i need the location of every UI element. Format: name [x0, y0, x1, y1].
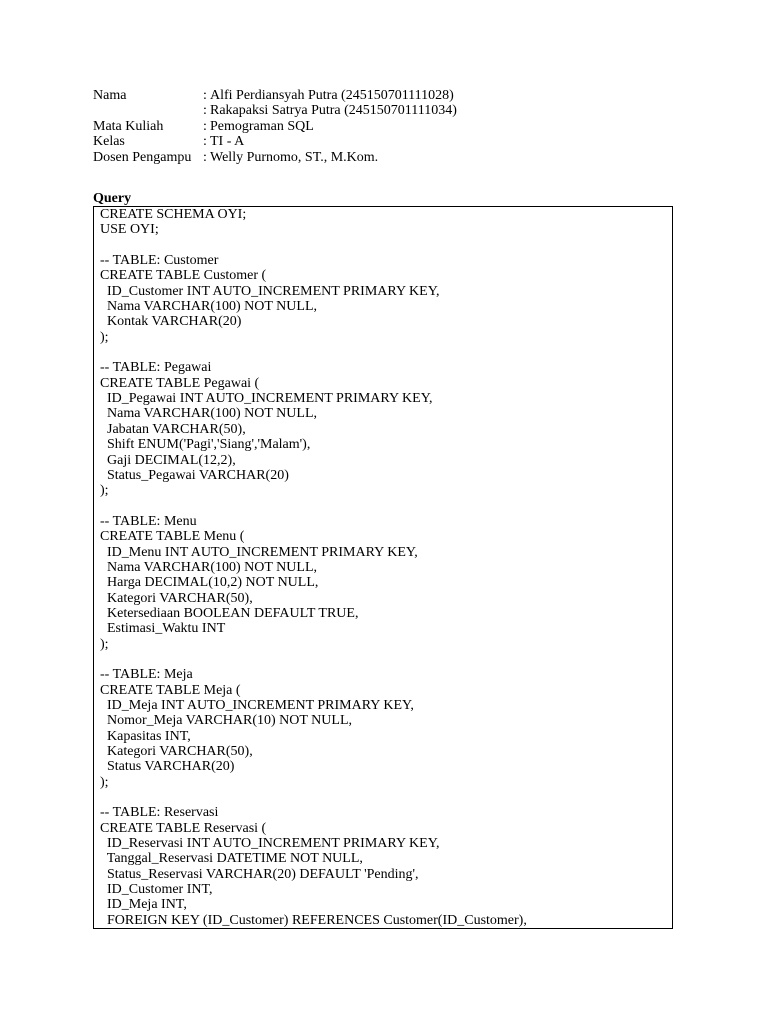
code-line: [100, 790, 672, 805]
info-value: Alfi Perdiansyah Putra (245150701111028): [210, 88, 454, 103]
code-line: );: [100, 329, 109, 345]
code-line: Estimasi_Waktu INT: [100, 621, 226, 637]
info-separator: :: [203, 103, 207, 119]
query-code-box: [93, 206, 673, 929]
code-line: CREATE SCHEMA OYI;: [100, 207, 247, 222]
code-line: CREATE TABLE Pegawai (: [100, 375, 260, 391]
info-label: Mata Kuliah: [93, 118, 164, 134]
query-heading: Query: [93, 191, 132, 206]
code-line: Kategori VARCHAR(50),: [100, 744, 253, 760]
code-line: CREATE TABLE Reservasi (: [100, 820, 267, 836]
code-line: Shift ENUM('Pagi','Siang','Malam'),: [100, 437, 311, 453]
code-line: Tanggal_Reservasi DATETIME NOT NULL,: [100, 851, 363, 867]
code-line: ID_Customer INT AUTO_INCREMENT PRIMARY KEY,: [100, 283, 440, 299]
code-line: Jabatan VARCHAR(50),: [100, 421, 246, 437]
code-line: ID_Pegawai INT AUTO_INCREMENT PRIMARY KEY,: [100, 391, 433, 407]
info-separator: :: [203, 118, 207, 134]
code-line: );: [100, 483, 109, 499]
info-label: Kelas: [93, 134, 125, 150]
code-line: Status_Reservasi VARCHAR(20) DEFAULT 'Pending',: [100, 866, 419, 882]
info-label: Nama: [93, 88, 127, 103]
info-separator: :: [203, 88, 207, 103]
code-line: Status VARCHAR(20): [100, 759, 235, 775]
info-label: [93, 103, 203, 118]
code-line: [100, 345, 672, 360]
code-line: Nama VARCHAR(100) NOT NULL,: [100, 406, 317, 422]
code-line: ID_Meja INT,: [100, 897, 187, 913]
info-row-mata-kuliah: [93, 119, 457, 134]
code-line: ID_Meja INT AUTO_INCREMENT PRIMARY KEY,: [100, 698, 414, 713]
code-line: -- TABLE: Reservasi: [100, 805, 219, 821]
code-line: [100, 652, 672, 667]
code-line: Kategori VARCHAR(50),: [100, 590, 253, 606]
code-line: [100, 238, 672, 253]
code-line: Harga DECIMAL(10,2) NOT NULL,: [100, 575, 319, 591]
student-info-block: [93, 88, 457, 165]
info-row-nama: [93, 88, 457, 103]
code-line: );: [100, 636, 109, 652]
code-line: CREATE TABLE Customer (: [100, 268, 267, 284]
info-value: Rakapaksi Satrya Putra (245150701111034): [210, 103, 457, 119]
code-line: -- TABLE: Pegawai: [100, 360, 212, 376]
code-line: Gaji DECIMAL(12,2),: [100, 452, 236, 468]
info-row-dosen-pengampu: [93, 150, 457, 165]
code-line: [100, 499, 672, 514]
code-line: ID_Reservasi INT AUTO_INCREMENT PRIMARY KEY,: [100, 836, 440, 852]
code-line: ID_Customer INT,: [100, 882, 213, 898]
code-line: ID_Menu INT AUTO_INCREMENT PRIMARY KEY,: [100, 544, 418, 560]
info-value: Welly Purnomo, ST., M.Kom.: [210, 149, 379, 165]
info-row-nama-2: [93, 103, 457, 118]
info-separator: :: [203, 134, 207, 150]
info-separator: :: [203, 149, 207, 165]
code-line: Nomor_Meja VARCHAR(10) NOT NULL,: [100, 713, 352, 729]
code-line: Status_Pegawai VARCHAR(20): [100, 467, 289, 483]
info-label: Dosen Pengampu: [93, 149, 192, 165]
code-line: Ketersediaan BOOLEAN DEFAULT TRUE,: [100, 605, 359, 621]
info-value: TI - A: [210, 134, 245, 150]
code-line: Kapasitas INT,: [100, 728, 191, 744]
info-row-kelas: [93, 134, 457, 149]
code-line: USE OYI;: [100, 222, 159, 238]
code-line: Nama VARCHAR(100) NOT NULL,: [100, 299, 317, 315]
code-line: -- TABLE: Meja: [100, 667, 193, 683]
code-line: );: [100, 774, 109, 790]
code-line: CREATE TABLE Menu (: [100, 529, 245, 545]
code-line: Kontak VARCHAR(20): [100, 314, 242, 330]
code-line: CREATE TABLE Meja (: [100, 682, 241, 698]
info-value: Pemograman SQL: [210, 118, 314, 134]
code-line: Nama VARCHAR(100) NOT NULL,: [100, 559, 317, 575]
code-line: -- TABLE: Menu: [100, 513, 197, 529]
code-line: -- TABLE: Customer: [100, 253, 219, 269]
code-line: FOREIGN KEY (ID_Customer) REFERENCES Customer(ID_Customer),: [100, 912, 527, 928]
